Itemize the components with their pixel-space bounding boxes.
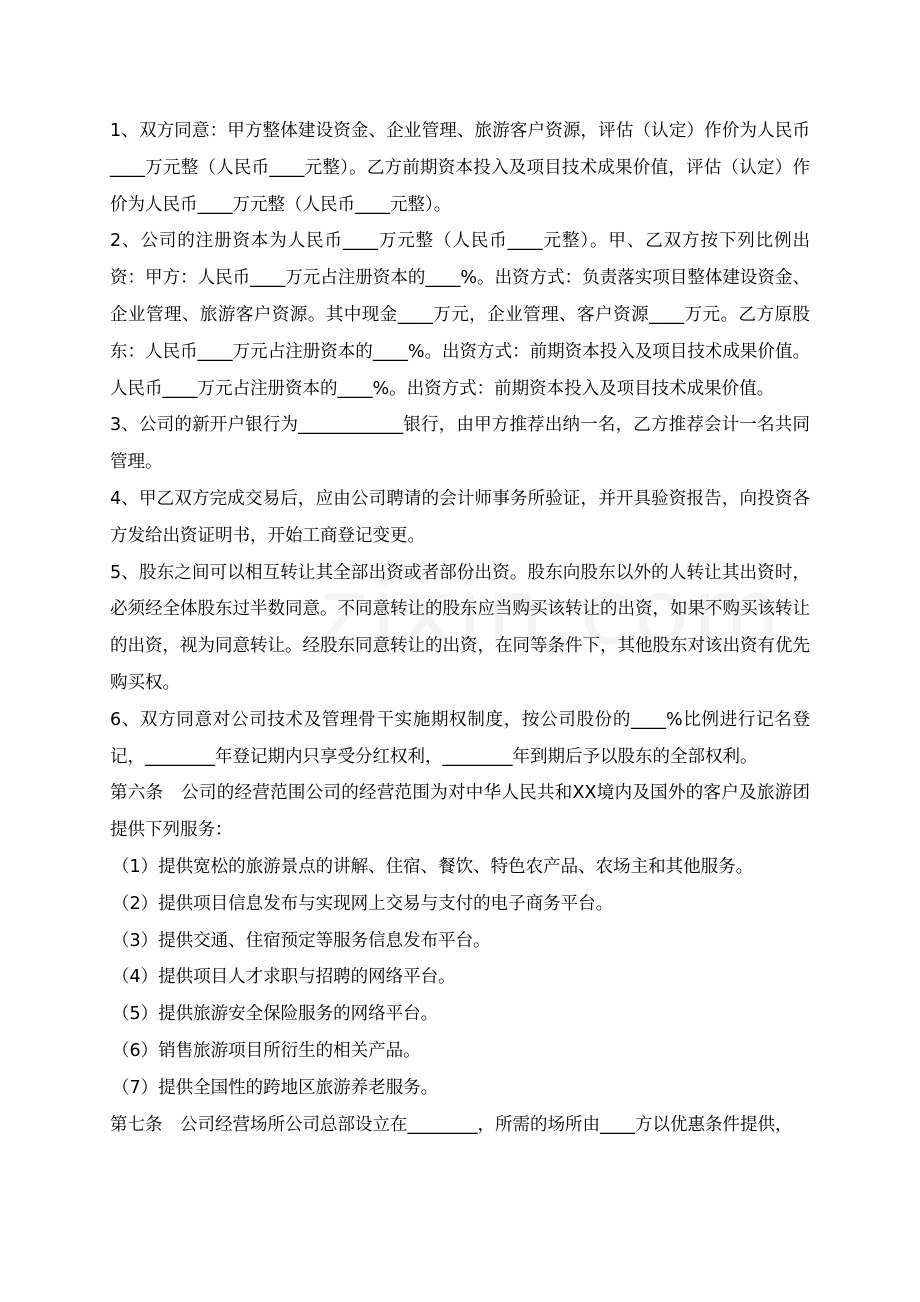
service-item-4: （4）提供项目人才求职与招聘的网络平台。 (112, 967, 456, 988)
document-body (110, 113, 810, 1143)
service-item-6: （6）销售旅游项目所衍生的相关产品。 (112, 1040, 421, 1061)
clause-4-capital-verification: 4、甲乙双方完成交易后，应由公司聘请的会计师事务所验证，并开具验资报告，向投资各方发给出资证明书，开始工商登记变更。 (110, 488, 810, 546)
service-item-1: （1）提供宽松的旅游景点的讲解、住宿、餐饮、特色农产品、农场主和其他服务。 (112, 856, 754, 877)
clause-2-registered-capital: 2、公司的注册资本为人民币____万元整（人民币____元整）。甲、乙双方按下列比例出资：甲方：人民币____万元占注册资本的____%。出资方式：负责落实项目整体建设资金、企业管理、旅游客户资源。其中现金____万元，企业管理、客户资源____万元。乙方原股东：人民币____万元占注册资本的____%。出资方式：前期资本投入及项目技术成果价值。人民币____万元占注册资本的____%。出资方式：前期资本投入及项目技术成果价值。 (110, 231, 810, 399)
article-6-business-scope: 第六条 公司的经营范围公司的经营范围为对中华人民共和XX境内及国外的客户及旅游团提供下列服务： (110, 783, 810, 841)
clause-6-stock-options: 6、双方同意对公司技术及管理骨干实施期权制度，按公司股份的____%比例进行记名登记，________年登记期内只享受分红权利，________年到期后予以股东的全部权利。 (110, 709, 810, 767)
clause-5-share-transfer: 5、股东之间可以相互转让其全部出资或者部份出资。股东向股东以外的人转让其出资时，必须经全体股东过半数同意。不同意转让的股东应当购买该转让的出资，如果不购买该转让的出资，视为同意转让。经股东同意转让的出资，在同等条件下，其他股东对该出资有优先购买权。 (110, 562, 810, 693)
service-item-5: （5）提供旅游安全保险服务的网络平台。 (112, 1004, 439, 1025)
service-item-3: （3）提供交通、住宿预定等服务信息发布平台。 (112, 930, 491, 951)
clause-1-capital-valuation: 1、双方同意：甲方整体建设资金、企业管理、旅游客户资源，评估（认定）作价为人民币____万元整（人民币____元整）。乙方前期资本投入及项目技术成果价值，评估（认定）作价为人民币____万元整（人民币____元整）。 (110, 121, 810, 215)
clause-3-bank-account: 3、公司的新开户银行为____________银行，由甲方推荐出纳一名，乙方推荐会计一名共同管理。 (110, 415, 810, 473)
service-item-2: （2）提供项目信息发布与实现网上交易与支付的电子商务平台。 (112, 893, 614, 914)
service-item-7: （7）提供全国性的跨地区旅游养老服务。 (112, 1077, 439, 1098)
article-7-business-premises: 第七条 公司经营场所公司总部设立在________，所需的场所由____方以优惠条件提供， (110, 1114, 793, 1135)
